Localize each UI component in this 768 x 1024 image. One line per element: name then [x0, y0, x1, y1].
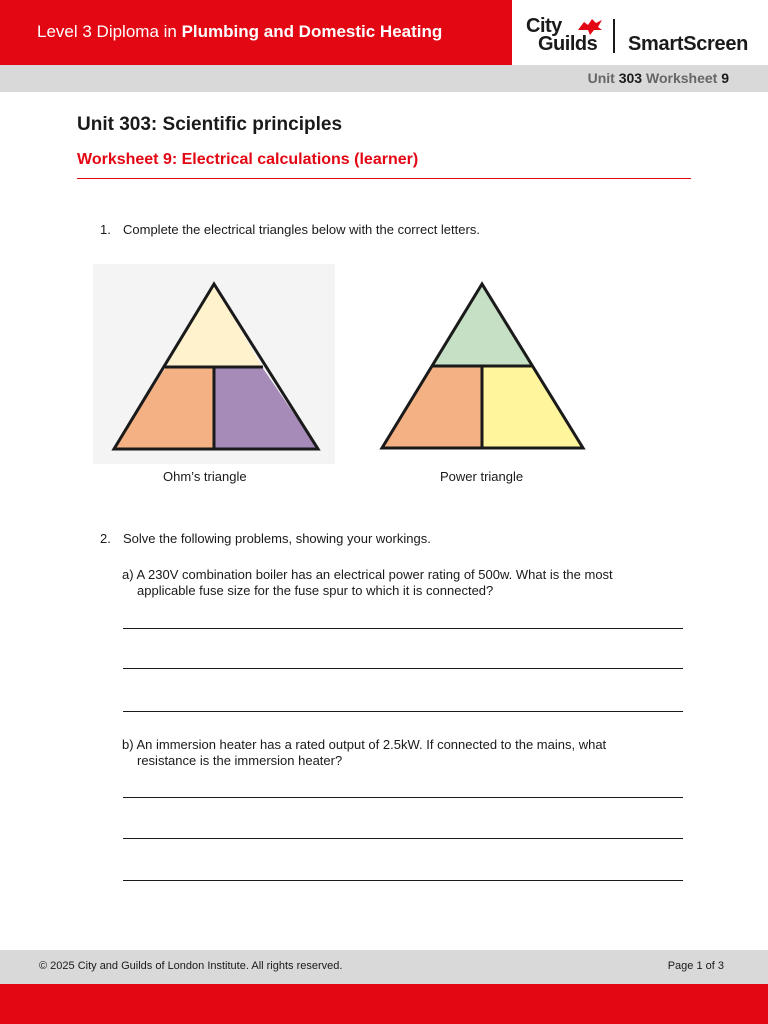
power-triangle-caption: Power triangle — [440, 469, 524, 484]
course-name: Plumbing and Domestic Heating — [181, 22, 443, 41]
part-label: b) — [122, 737, 134, 752]
worksheet-subtitle: Worksheet 9: Electrical calculations (learner) — [77, 151, 419, 168]
logo-divider — [613, 19, 615, 53]
question-1 — [100, 222, 700, 238]
power-triangle-top-section — [433, 284, 531, 366]
copyright-notice: © 2025 City and Guilds of London Institute. All rights reserved. — [39, 960, 343, 972]
unit-reference — [588, 70, 729, 86]
smartscreen-logo-text: SmartScreen — [628, 33, 749, 55]
question-number: 1. — [100, 222, 111, 237]
question-2 — [100, 531, 700, 547]
logo-city-text: City — [526, 15, 562, 37]
part-text-line2: applicable fuse size for the fuse spur to which it is connected? — [137, 583, 494, 598]
part-text-line2: resistance is the immersion heater? — [137, 753, 343, 768]
power-triangle-diagram — [378, 280, 588, 452]
question-2a — [122, 567, 692, 599]
unit-number: 303 — [618, 70, 643, 86]
power-triangle-right-section — [482, 366, 583, 448]
footer-red-band — [0, 984, 768, 1024]
worksheet-number: 9 — [721, 70, 729, 86]
question-text: Complete the electrical triangles below with the correct letters. — [123, 222, 480, 237]
logo-guilds-text: Guilds — [538, 33, 598, 55]
answer-line[interactable] — [123, 797, 683, 798]
header-red-band — [0, 0, 512, 65]
answer-line[interactable] — [123, 880, 683, 881]
question-number: 2. — [100, 531, 111, 546]
page-title: Unit 303: Scientific principles — [77, 114, 343, 135]
part-label: a) — [122, 567, 134, 582]
page-number: Page 1 of 3 — [667, 960, 724, 972]
worksheet-label: Worksheet — [645, 70, 718, 86]
city-guilds-logo — [512, 0, 768, 65]
ohms-triangle-caption: Ohm’s triangle — [163, 469, 247, 484]
dragon-logo-icon — [576, 16, 604, 38]
question-2b — [122, 737, 692, 769]
question-text: Solve the following problems, showing your workings. — [123, 531, 431, 546]
answer-line[interactable] — [123, 711, 683, 712]
answer-line[interactable] — [123, 628, 683, 629]
page-footer — [0, 950, 768, 984]
answer-line[interactable] — [123, 838, 683, 839]
part-text-line1: A 230V combination boiler has an electrical power rating of 500w. What is the most — [136, 567, 613, 582]
answer-line[interactable] — [123, 668, 683, 669]
page-header — [0, 0, 768, 65]
course-prefix: Level 3 Diploma in — [37, 22, 182, 41]
course-title — [37, 22, 442, 42]
part-text-line1: An immersion heater has a rated output of 2.5kW. If connected to the mains, what — [136, 737, 607, 752]
power-triangle-left-section — [382, 366, 482, 448]
unit-label: Unit — [587, 70, 615, 86]
unit-bar — [0, 65, 768, 92]
ohms-triangle-diagram — [93, 264, 335, 464]
title-divider — [77, 178, 691, 179]
